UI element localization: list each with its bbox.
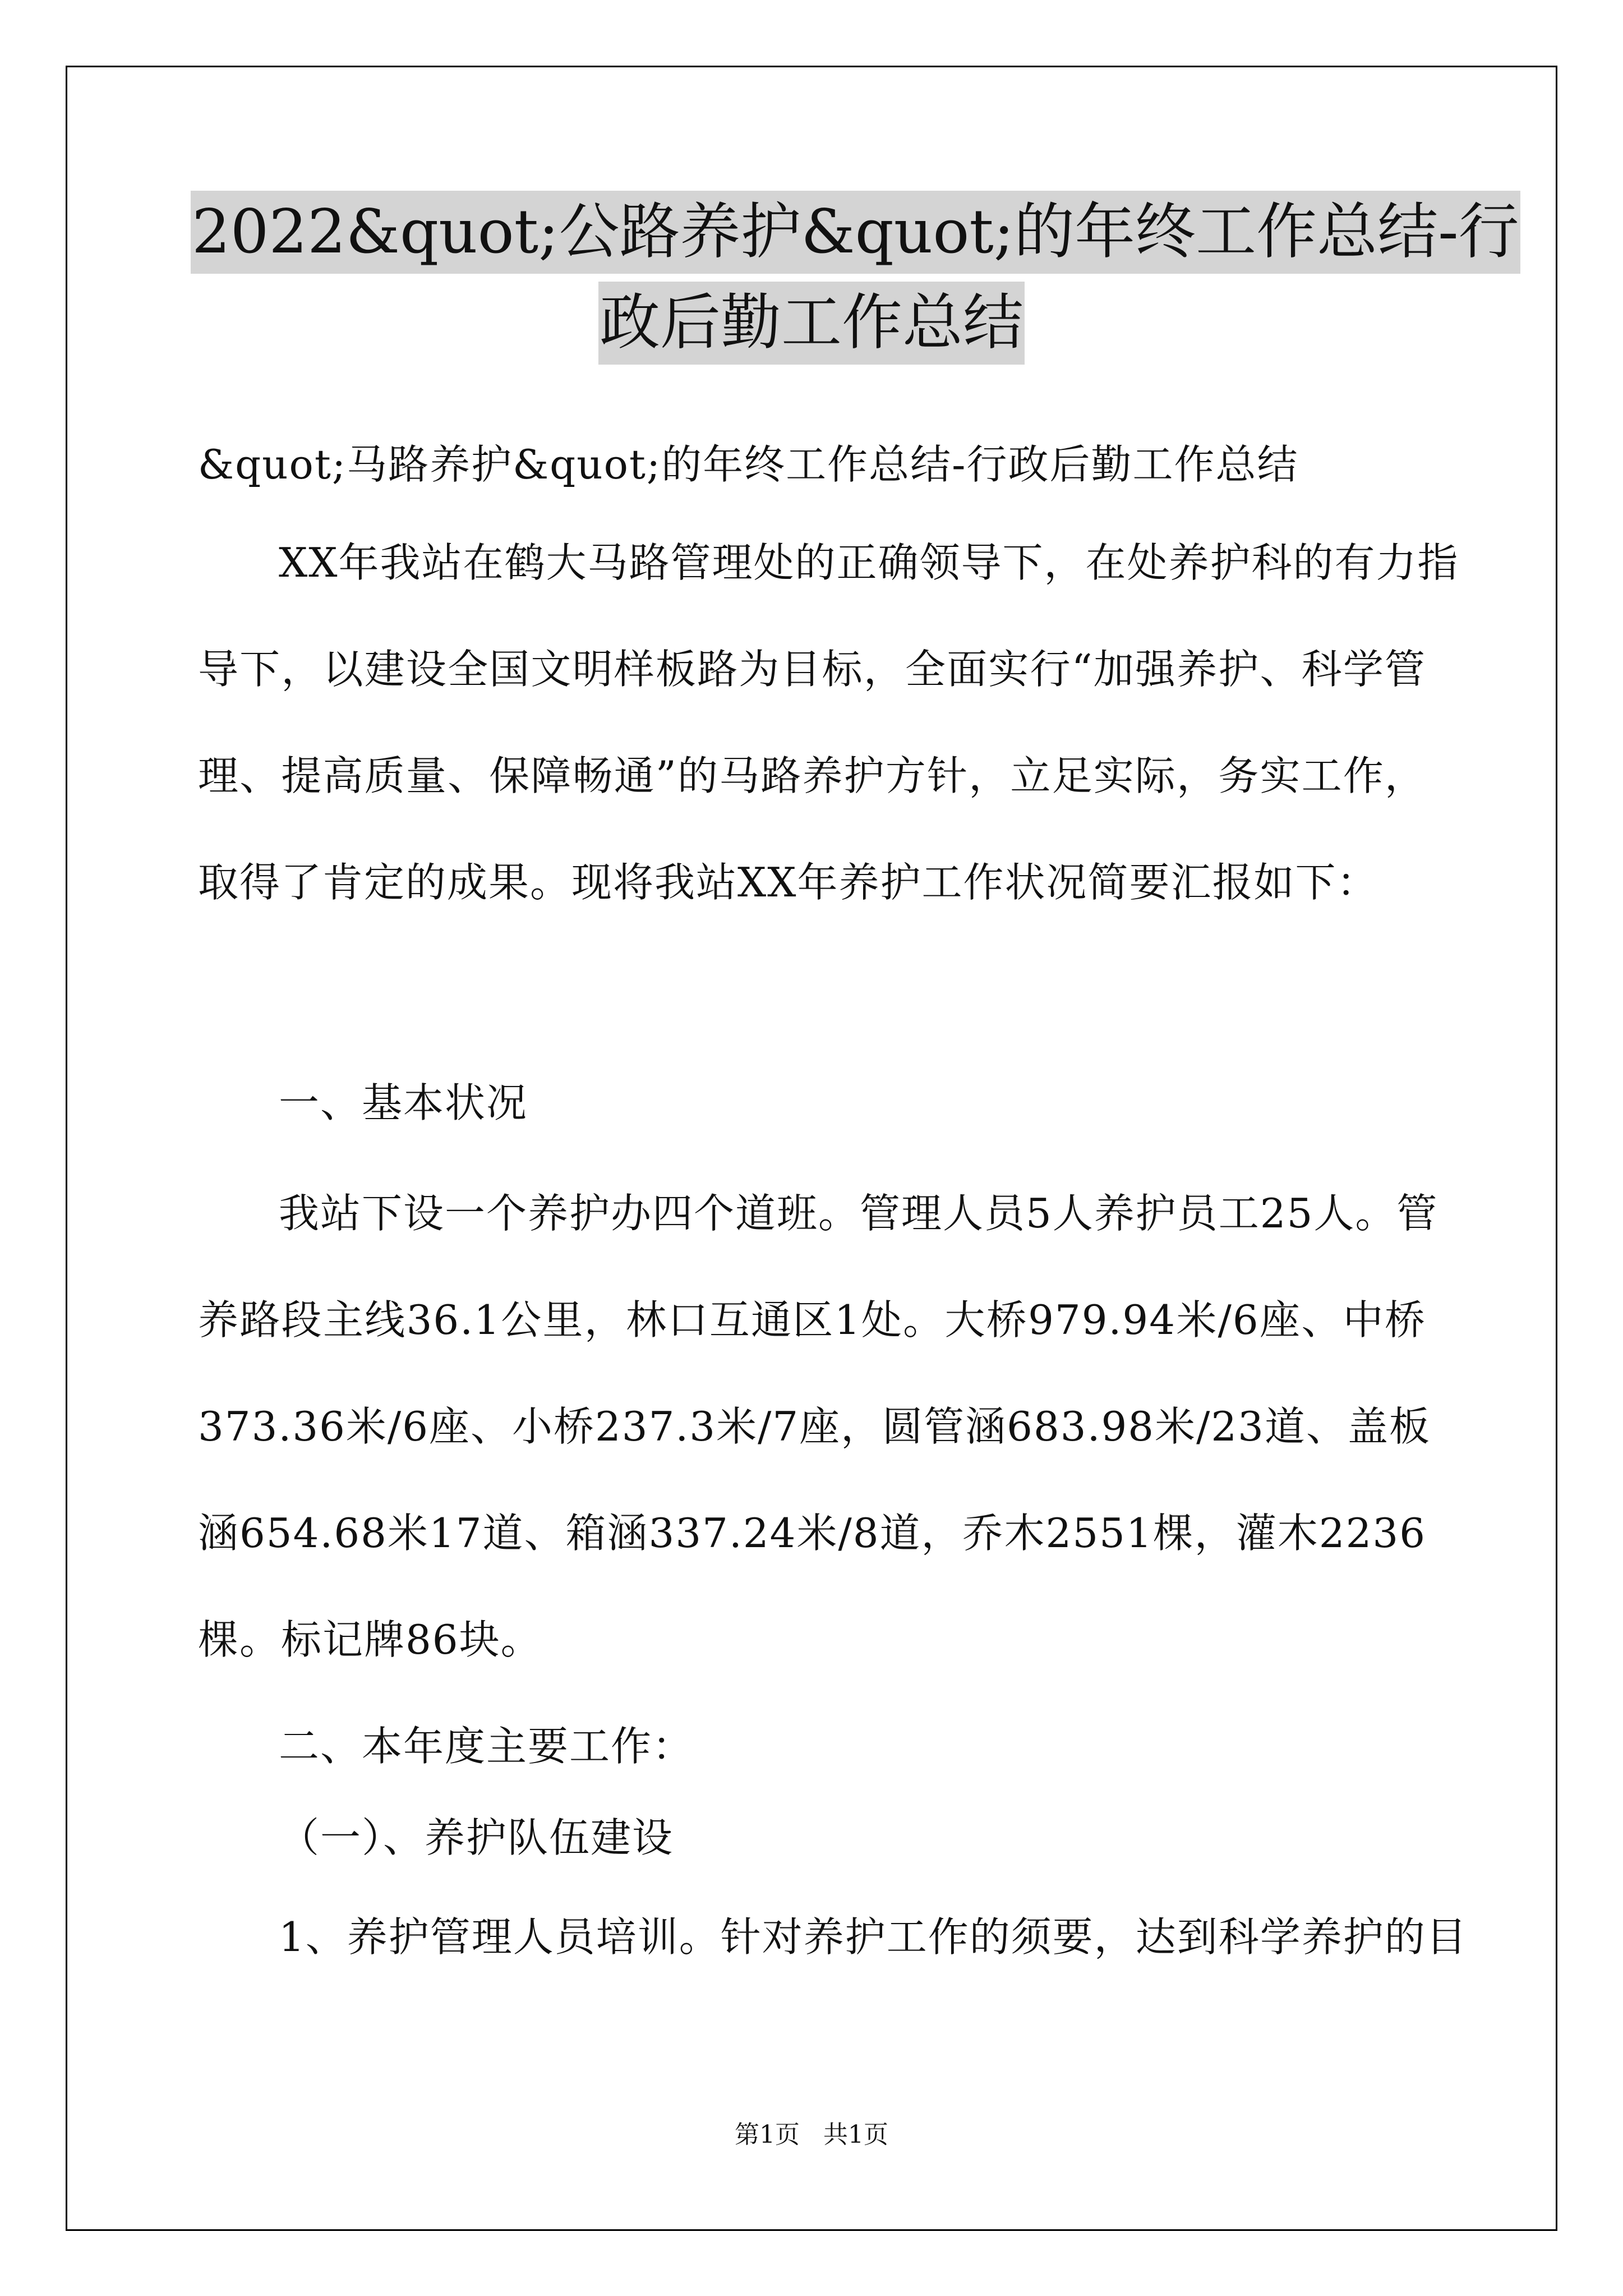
paragraph-line: 373.36米/6座、小桥237.3米/7座，圆管涵683.98米/23道、盖板 (198, 1403, 1431, 1450)
list-item (198, 1909, 1468, 2016)
title-line-2: 政后勤工作总结 (598, 282, 1025, 365)
intro-paragraph (198, 535, 1459, 961)
paragraph-line: 1、养护管理人员培训。针对养护工作的须要，达到科学养护的目 (279, 1913, 1468, 1961)
paragraph-line: 养路段主线36.1公里，林口互通区1处。大桥979.94米/6座、中桥 (198, 1296, 1426, 1343)
paragraph-line: 取得了肯定的成果。现将我站XX年养护工作状况简要汇报如下： (198, 859, 1378, 906)
section1-paragraph (198, 1185, 1438, 1718)
paragraph-line: 导下，以建设全国文明样板路为目标，全面实行“加强养护、科学管 (198, 646, 1426, 693)
title-line-1: 2022&quot;公路养护&quot;的年终工作总结-行 (191, 191, 1520, 274)
page-number: 第1页 共1页 (735, 2120, 888, 2149)
section-heading: 一、基本状况 (279, 1079, 528, 1126)
section-heading: 二、本年度主要工作： (279, 1723, 694, 1770)
document-title (191, 191, 1519, 372)
page-border (66, 66, 1557, 2231)
paragraph-line: XX年我站在鹤大马路管理处的正确领导下，在处养护科的有力指 (279, 539, 1459, 586)
paragraph-line: 棵。标记牌86块。 (198, 1616, 542, 1663)
subsection-heading: （一）、养护队伍建设 (279, 1814, 674, 1861)
paragraph-line: 涵654.68米17道、箱涵337.24米/8道，乔木2551棵，灌木2236 (198, 1510, 1427, 1557)
subtitle: &quot;马路养护&quot;的年终工作总结-行政后勤工作总结 (198, 441, 1299, 488)
paragraph-line: 理、提高质量、保障畅通”的马路养护方针，立足实际，务实工作， (198, 752, 1426, 799)
paragraph-line: 我站下设一个养护办四个道班。管理人员5人养护员工25人。管 (279, 1190, 1438, 1237)
